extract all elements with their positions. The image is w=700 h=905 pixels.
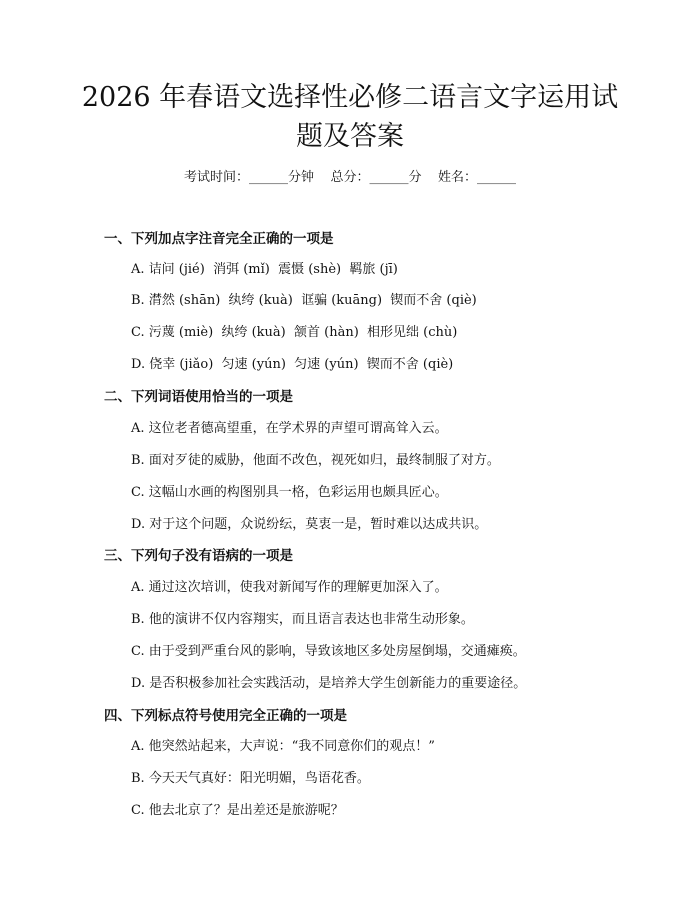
question-1-option-b: B. 潸然 (shān) 纨绔 (kuà) 诓骗 (kuāng) 锲而不舍 (qiè) bbox=[131, 293, 477, 308]
question-4-heading: 四、下列标点符号使用完全正确的一项是 bbox=[104, 708, 347, 724]
question-3-option-b: B. 他的演讲不仅内容翔实，而且语言表达也非常生动形象。 bbox=[131, 612, 474, 627]
question-4-option-c: C. 他去北京了？是出差还是旅游呢？ bbox=[131, 803, 344, 818]
question-4-option-b: B. 今天天气真好：阳光明媚，鸟语花香。 bbox=[131, 771, 370, 786]
question-1-heading: 一、下列加点字注音完全正确的一项是 bbox=[104, 231, 334, 247]
question-2-option-d: D. 对于这个问题，众说纷纭，莫衷一是，暂时难以达成共识。 bbox=[131, 517, 488, 532]
exam-info-line: 考试时间：______分钟 总分：______分 姓名：______ bbox=[183, 170, 517, 185]
question-2-heading: 二、下列词语使用恰当的一项是 bbox=[104, 389, 293, 405]
question-3-option-d: D. 是否积极参加社会实践活动，是培养大学生创新能力的重要途径。 bbox=[131, 676, 527, 691]
question-3-heading: 三、下列句子没有语病的一项是 bbox=[104, 548, 293, 564]
question-1-option-c: C. 污蔑 (miè) 纨绔 (kuà) 颔首 (hàn) 相形见绌 (chù) bbox=[131, 325, 458, 340]
question-1-option-d: D. 侥幸 (jiǎo) 匀速 (yún) 匀速 (yún) 锲而不舍 (qiè) bbox=[131, 357, 454, 372]
question-3-option-a: A. 通过这次培训，使我对新闻写作的理解更加深入了。 bbox=[131, 580, 448, 595]
question-1-option-a: A. 诘问 (jié) 消弭 (mǐ) 震慑 (shè) 羁旅 (jī) bbox=[131, 262, 398, 277]
question-2-option-b: B. 面对歹徒的威胁，他面不改色，视死如归，最终制服了对方。 bbox=[131, 453, 500, 468]
question-2-option-c: C. 这幅山水画的构图别具一格，色彩运用也颇具匠心。 bbox=[131, 485, 448, 500]
question-2-option-a: A. 这位老者德高望重，在学术界的声望可谓高耸入云。 bbox=[131, 421, 448, 436]
document-title-line-2: 题及答案 bbox=[296, 121, 404, 152]
question-4-option-a: A. 他突然站起来，大声说：“我不同意你们的观点！” bbox=[131, 739, 435, 754]
question-3-option-c: C. 由于受到严重台风的影响，导致该地区多处房屋倒塌，交通瘫痪。 bbox=[131, 644, 526, 659]
document-title-line-1: 2026 年春语文选择性必修二语言文字运用试 bbox=[81, 82, 619, 113]
